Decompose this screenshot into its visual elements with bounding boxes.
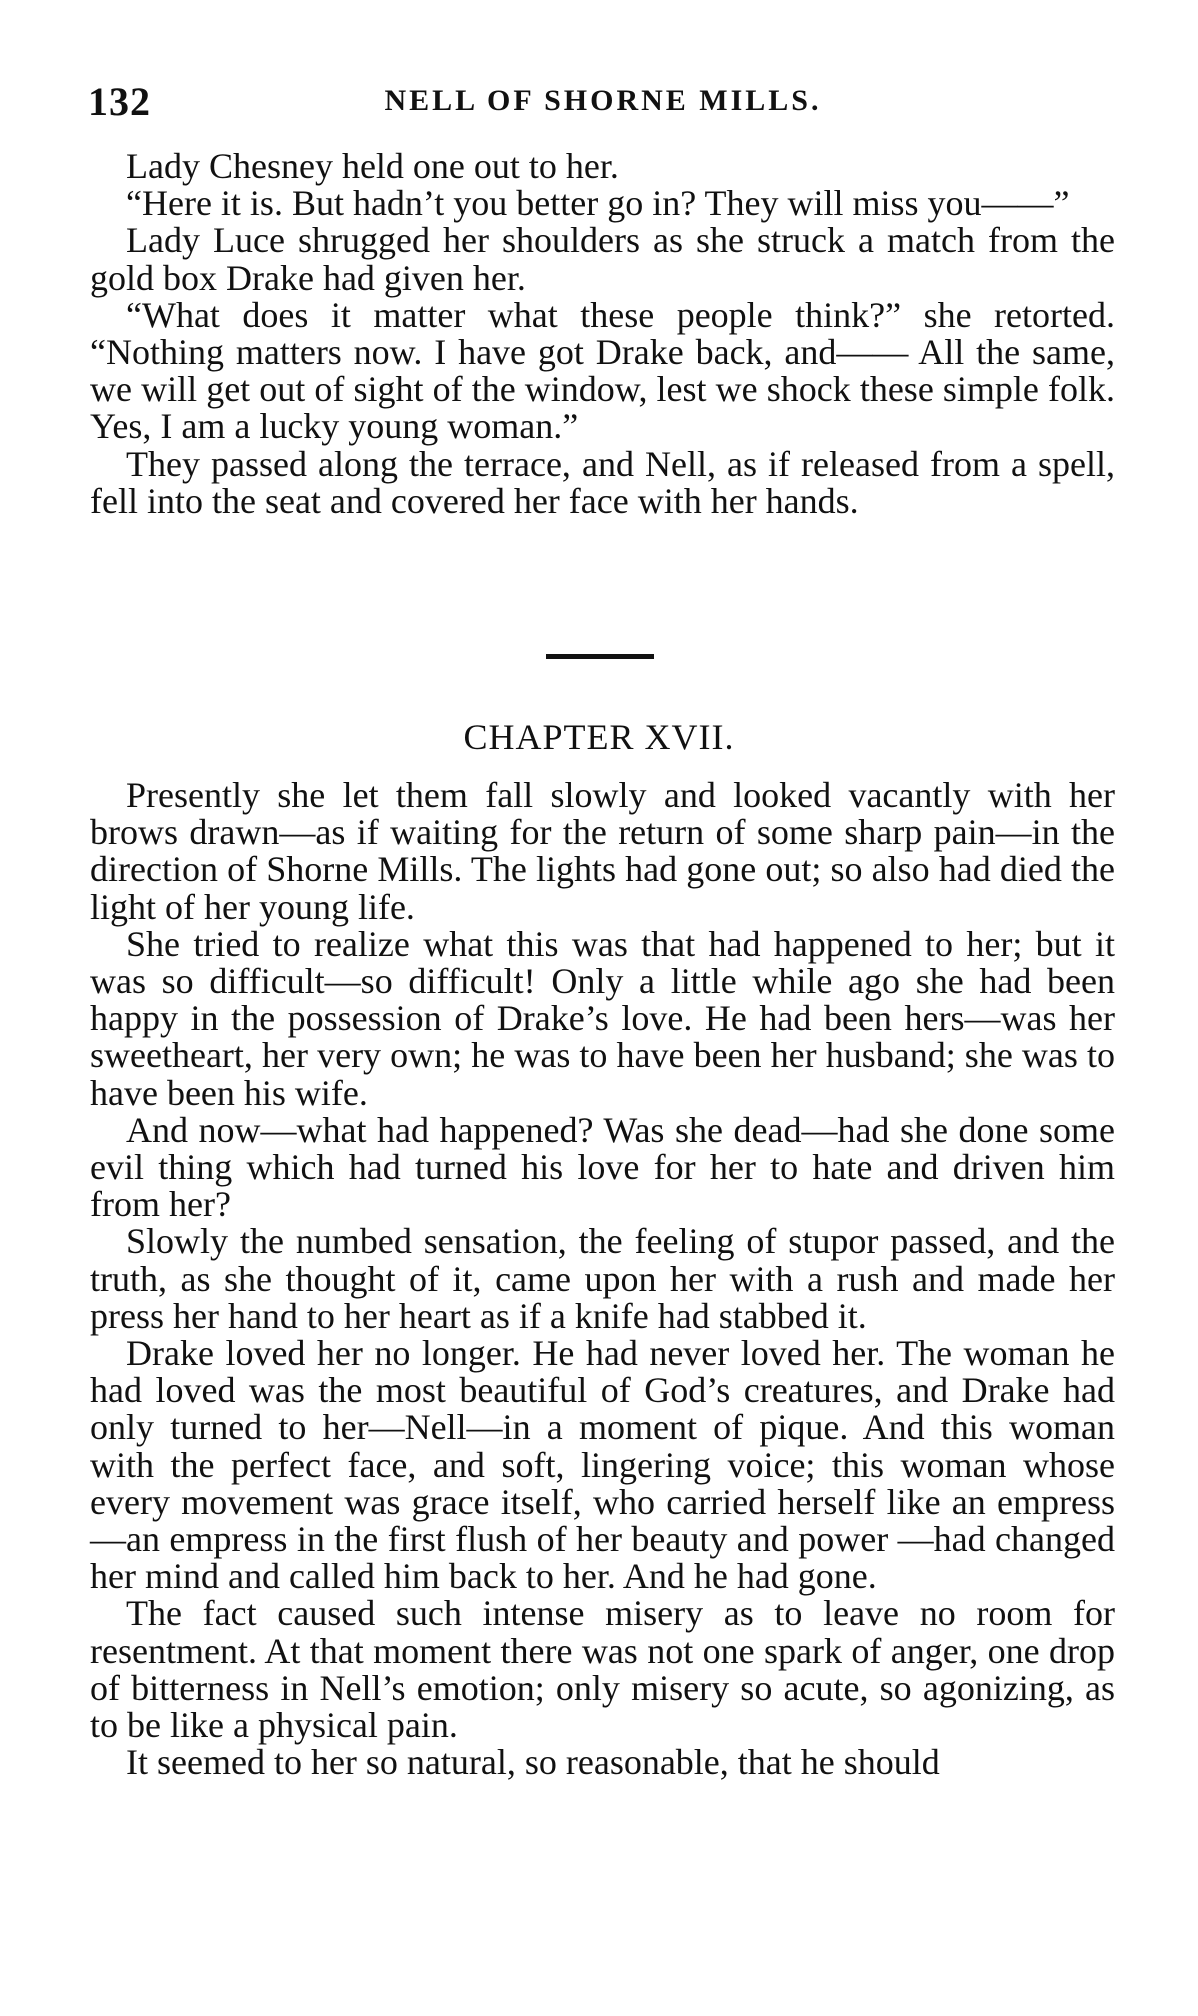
paragraph: Drake loved her no longer. He had never loved her. The woman he had loved was the most beautiful of God’s creatures, and Drake had only turned to her—Nell—in a moment of pique. And this woman with the perfect face, and soft, lingering voice; this woman whose every movement was grace itself, who carried herself like an empress—an empress in the first flush of her beauty and power —had changed her mind and called him back to her. And he had gone.: [90, 1333, 1115, 1597]
paragraph: It seemed to her so natural, so reasonable, that he should: [126, 1742, 940, 1783]
paragraph: Slowly the numbed sensation, the feeling of stupor passed, and the truth, as she thought of it, came upon her with a rush and made her press her hand to her heart as if a knife had stabbed it.: [90, 1221, 1115, 1336]
section-one-text: [90, 148, 1115, 520]
chapter-text: [90, 777, 1115, 1781]
chapter-title: CHAPTER XVII.: [463, 717, 735, 757]
paragraph: They passed along the terrace, and Nell, as if released from a spell, fell into the seat and covered her face with her hands.: [90, 443, 1115, 521]
section-divider: [546, 654, 654, 659]
paragraph: She tried to realize what this was that had happened to her; but it was so difficult—so difficult! Only a little while ago she had been happy in the possession of Drake’s love. He had been hers—was her sweetheart, her very own; he was to have been her husband; she was to have been his wife.: [90, 923, 1115, 1113]
page-number: 132: [88, 79, 151, 124]
paragraph: “Here it is. But hadn’t you better go in? They will miss you——”: [126, 183, 1070, 224]
paragraph: Lady Luce shrugged her shoulders as she struck a match from the gold box Drake had given her.: [90, 220, 1115, 298]
paragraph: Presently she let them fall slowly and looked vacantly with her brows drawn—as if waiting for the return of some sharp pain—in the direction of Shorne Mills. The lights had gone out; so also had died the light of her young life.: [90, 775, 1115, 927]
paragraph: Lady Chesney held one out to her.: [126, 146, 619, 186]
page-header: [88, 78, 1118, 124]
paragraph: The fact caused such intense misery as to leave no room for resentment. At that moment there was not one spark of anger, one drop of bitterness in Nell’s emotion; only misery so acute, so agonizing, as to be like a physical pain.: [90, 1593, 1115, 1746]
paragraph: “What does it matter what these people think?” she retorted. “Nothing matters now. I have got Drake back, and—— All the same, we will get out of sight of the window, lest we shock these simple folk. Yes, I am a lucky young woman.”: [90, 294, 1115, 447]
running-title: NELL OF SHORNE MILLS.: [384, 84, 822, 117]
paragraph: And now—what had happened? Was she dead—had she done some evil thing which had turned his love for her to hate and driven him from her?: [90, 1109, 1115, 1225]
